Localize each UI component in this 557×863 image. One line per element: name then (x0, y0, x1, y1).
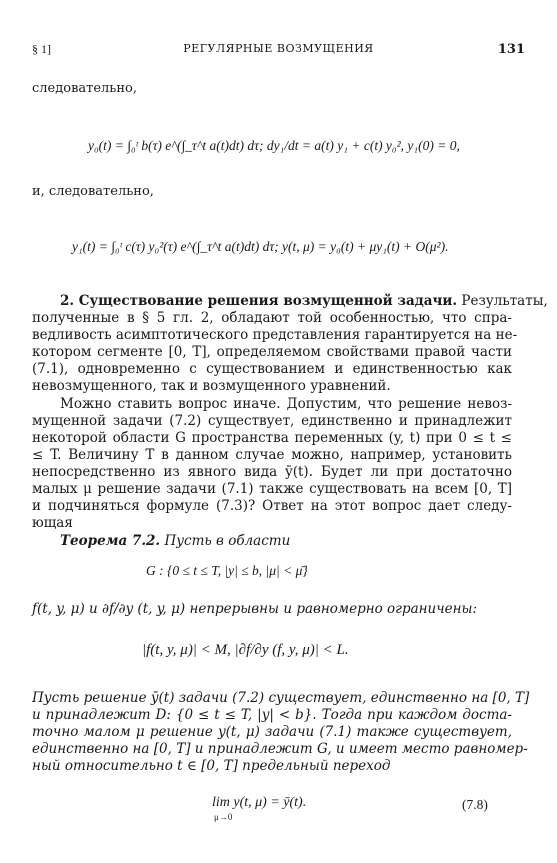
para2-line-2: мущенной задачи (7.2) существует, единственно и принадлежит (32, 413, 512, 429)
para3-line-4: единственно на [0, T] и принадлежит G, и имеет место равномер- (32, 741, 528, 757)
equation-y0 (88, 138, 518, 154)
text-i-sled: и, следовательно, (32, 184, 154, 199)
theorem-intro: Пусть в области (164, 533, 291, 549)
para3-line-3: точно малом μ решение y(t, μ) задачи (7.1) также существует, (32, 724, 512, 740)
bounds-inequality: |f(t, y, μ)| < M, |∂f/∂y (f, y, μ)| < L. (142, 642, 349, 658)
para2-line-1: Можно ставить вопрос иначе. Допустим, что решение невоз- (60, 396, 512, 412)
text-sled: следовательно, (32, 81, 137, 96)
para2-line-7: и подчиняться формуле (7.3)? Ответ на этот вопрос дает следу- (32, 498, 512, 514)
section-line-3: котором сегменте [0, T], определяемом свойствами правой части (32, 344, 512, 360)
limit-subscript: μ→0 (214, 812, 233, 822)
region-G: G : {0 ≤ t ≤ T, |y| ≤ b, |μ| < μ̄} (146, 563, 308, 578)
running-header (32, 42, 525, 62)
section-heading: 2. Существование решения возмущенной задачи. (60, 293, 458, 309)
para3-line-2: и принадлежит D: {0 ≤ t ≤ T, |y| < b}. Тогда при каждом доста- (32, 707, 512, 723)
para2-line-4: ≤ T. Величину T в данном случае можно, например, установить (32, 447, 512, 463)
section-line-4: (7.1), одновременно с существованием и единственностью как (32, 361, 512, 377)
section-line-5: невозмущенного, так и возмущенного уравнений. (32, 378, 391, 394)
para2-line-5: непосредственно из явного вида ȳ(t). Будет ли при достаточно (32, 464, 512, 480)
theorem-line (60, 535, 290, 549)
para3-line-1: Пусть решение ȳ(t) задачи (7.2) существует, единственно на [0, T] (32, 690, 530, 706)
f-condition: f(t, y, μ) и ∂f/∂y (t, y, μ) непрерывны и равномерно ограничены: (32, 601, 478, 617)
limit-equation: lim y(t, μ) = ȳ(t). (212, 795, 307, 810)
para3-line-5: ный относительно t ∈ [0, T] предельный переход (32, 758, 391, 774)
para2-line-3: некоторой области G пространства переменных (y, t) при 0 ≤ t ≤ (32, 430, 512, 446)
section-line-1: полученные в § 5 гл. 2, обладают той особенностью, что спра- (32, 310, 512, 326)
theorem-label: Теорема 7.2. (60, 533, 161, 549)
para2-line-8: ющая (32, 515, 73, 531)
header-title: РЕГУЛЯРНЫЕ ВОЗМУЩЕНИЯ (183, 42, 374, 55)
equation-y1 (72, 239, 448, 255)
para2-line-6: малых μ решение задачи (7.1) также существовать на всем [0, T] (32, 481, 512, 497)
equation-y0-text: y₀(t) = ∫₀ᵗ b(τ) e^(∫_τ^t a(t)dt) dτ; dy₁/dt = a(t) y₁ + c(t) y₀², y₁(0) = 0, (88, 138, 460, 153)
equation-number: (7.8) (462, 797, 488, 812)
page-number: 131 (497, 42, 525, 57)
section-line-2: ведливость асимптотического представления гарантируется на не- (32, 327, 518, 343)
section-heading-line (60, 293, 548, 310)
section-heading-rest: Результаты, (461, 293, 548, 309)
equation-y1-text: y₁(t) = ∫₀ᵗ c(τ) y₀²(τ) e^(∫_τ^t a(t)dt) dτ; y(t, μ) = y₀(t) + μy₁(t) + O(μ²). (72, 239, 449, 254)
header-section-ref: § 1] (32, 42, 51, 56)
